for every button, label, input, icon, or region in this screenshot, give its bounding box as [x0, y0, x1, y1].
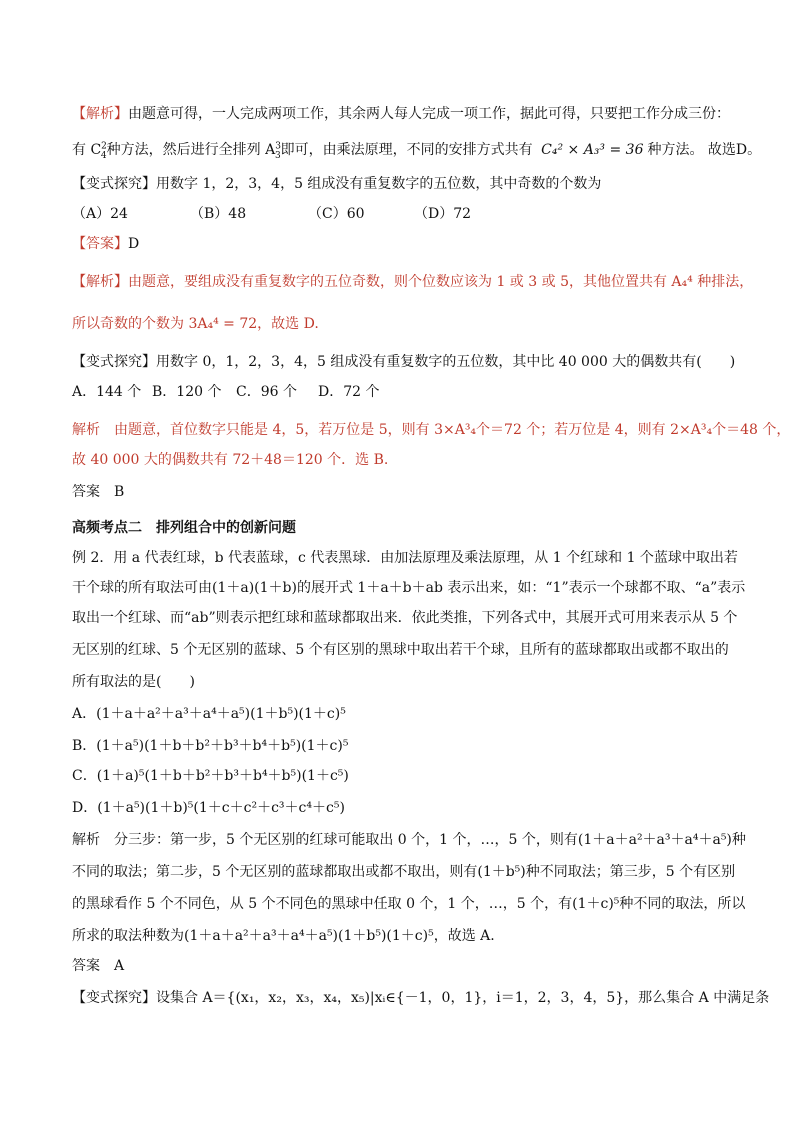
solution-line-3: 的黑球看作 5 个不同色，从 5 个不同色的黑球中任取 0 个，1 个，…，5 个，有(1＋c)⁵种不同的取法，所以 — [72, 896, 746, 912]
option-d: D．72 个 — [318, 384, 380, 400]
option-c: C．(1＋a)⁵(1＋b＋b²＋b³＋b⁴＋b⁵)(1＋c⁵) — [72, 768, 349, 784]
answer-1: 【答案】D — [72, 236, 140, 252]
variant-2-options — [72, 382, 754, 402]
analysis-tag: 【解析】 — [72, 106, 128, 122]
option-a: A．(1＋a＋a²＋a³＋a⁴＋a⁵)(1＋b⁵)(1＋c)⁵ — [72, 706, 346, 722]
option-c: C．96 个 — [236, 384, 297, 400]
example-line-5: 所有取法的是( ) — [72, 674, 195, 690]
solution-line-4: 所求的取法种数为(1＋a＋a²＋a³＋a⁴＋a⁵)(1＋b⁵)(1＋c)⁵，故选 A. — [72, 928, 495, 944]
solution-line-1: 解析 分三步：第一步，5 个无区别的红球可能取出 0 个，1 个，…，5 个，则有(1＋a＋a²＋a³＋a⁴＋a⁵)种 — [72, 832, 746, 848]
option-d: D．(1＋a⁵)(1＋b)⁵(1＋c＋c²＋c³＋c⁴＋c⁵) — [72, 800, 345, 816]
section-title: 高频考点二 排列组合中的创新问题 — [72, 520, 296, 536]
variant-1-question: 【变式探究】用数字 1，2，3，4，5 组成没有重复数字的五位数，其中奇数的个数为 — [72, 176, 602, 192]
variant-2-question: 【变式探究】用数字 0，1，2，3，4，5 组成没有重复数字的五位数，其中比 40 000 大的偶数共有( ) — [72, 354, 736, 370]
option-a: （A）24 — [72, 206, 128, 222]
variant-3-question: 【变式探究】设集合 A＝{(x₁，x₂，x₃，x₄，x₅)|xᵢ∈{－1，0，1}，i＝1，2，3，4，5}，那么集合 A 中满足条 — [72, 990, 770, 1006]
option-a: A．144 个 — [72, 384, 142, 400]
option-b: （B）48 — [190, 206, 247, 222]
example-line-3: 取出一个红球、而“ab”则表示把红球和蓝球都取出来．依此类推，下列各式中，其展开式可用来表示从 5 个 — [72, 610, 738, 626]
formula: C₄² × A₃³ = 36 — [541, 142, 644, 158]
analysis-1-line1: 【解析】由题意可得，一人完成两项工作，其余两人每人完成一项工作，据此可得，只要把工作分成三份： — [72, 106, 730, 122]
option-b: B．120 个 — [152, 384, 222, 400]
option-c: （C）60 — [308, 206, 365, 222]
analysis-2-line2: 所以奇数的个数为 3A₄⁴ = 72，故选 D. — [72, 316, 319, 332]
example-line-2: 干个球的所有取法可由(1＋a)(1＋b)的展开式 1＋a＋b＋ab 表示出来，如：“1”表示一个球都不取、“a”表示 — [72, 580, 746, 596]
analysis-3-line1: 解析 由题意，首位数字只能是 4，5，若万位是 5，则有 3×A³₄个＝72 个；若万位是 4，则有 2×A³₄个＝48 个， — [72, 422, 791, 438]
option-b: B．(1＋a⁵)(1＋b＋b²＋b³＋b⁴＋b⁵)(1＋c)⁵ — [72, 738, 349, 754]
solution-line-2: 不同的取法；第二步，5 个无区别的蓝球都取出或都不取出，则有(1＋b⁵)种不同取法；第三步，5 个有区别 — [72, 864, 736, 880]
analysis-1-line2: 有 $C^2_4$种方法，然后进行全排列 $A^3_3$即可，由乘法原理，不同的安排方式共有 C₄² × A₃³ = 36 种方法。 故选D。 — [72, 141, 762, 161]
example-line-4: 无区别的红球、5 个无区别的蓝球、5 个有区别的黑球中取出若干个球，且所有的蓝球都取出或都不取出的 — [72, 642, 729, 658]
answer-3: 答案 A — [72, 958, 125, 974]
option-d: （D）72 — [414, 206, 472, 222]
analysis-3-line2: 故 40 000 大的偶数共有 72＋48＝120 个．选 B. — [72, 452, 389, 468]
analysis-2-line1: 【解析】由题意，要组成没有重复数字的五位奇数，则个位数应该为 1 或 3 或 5，其他位置共有 A₄⁴ 种排法， — [72, 274, 754, 290]
variant-1-options — [72, 204, 754, 224]
example-line-1: 例 2．用 a 代表红球，b 代表蓝球，c 代表黑球．由加法原理及乘法原理，从 1 个红球和 1 个蓝球中取出若 — [72, 550, 738, 566]
answer-2: 答案 B — [72, 484, 125, 500]
